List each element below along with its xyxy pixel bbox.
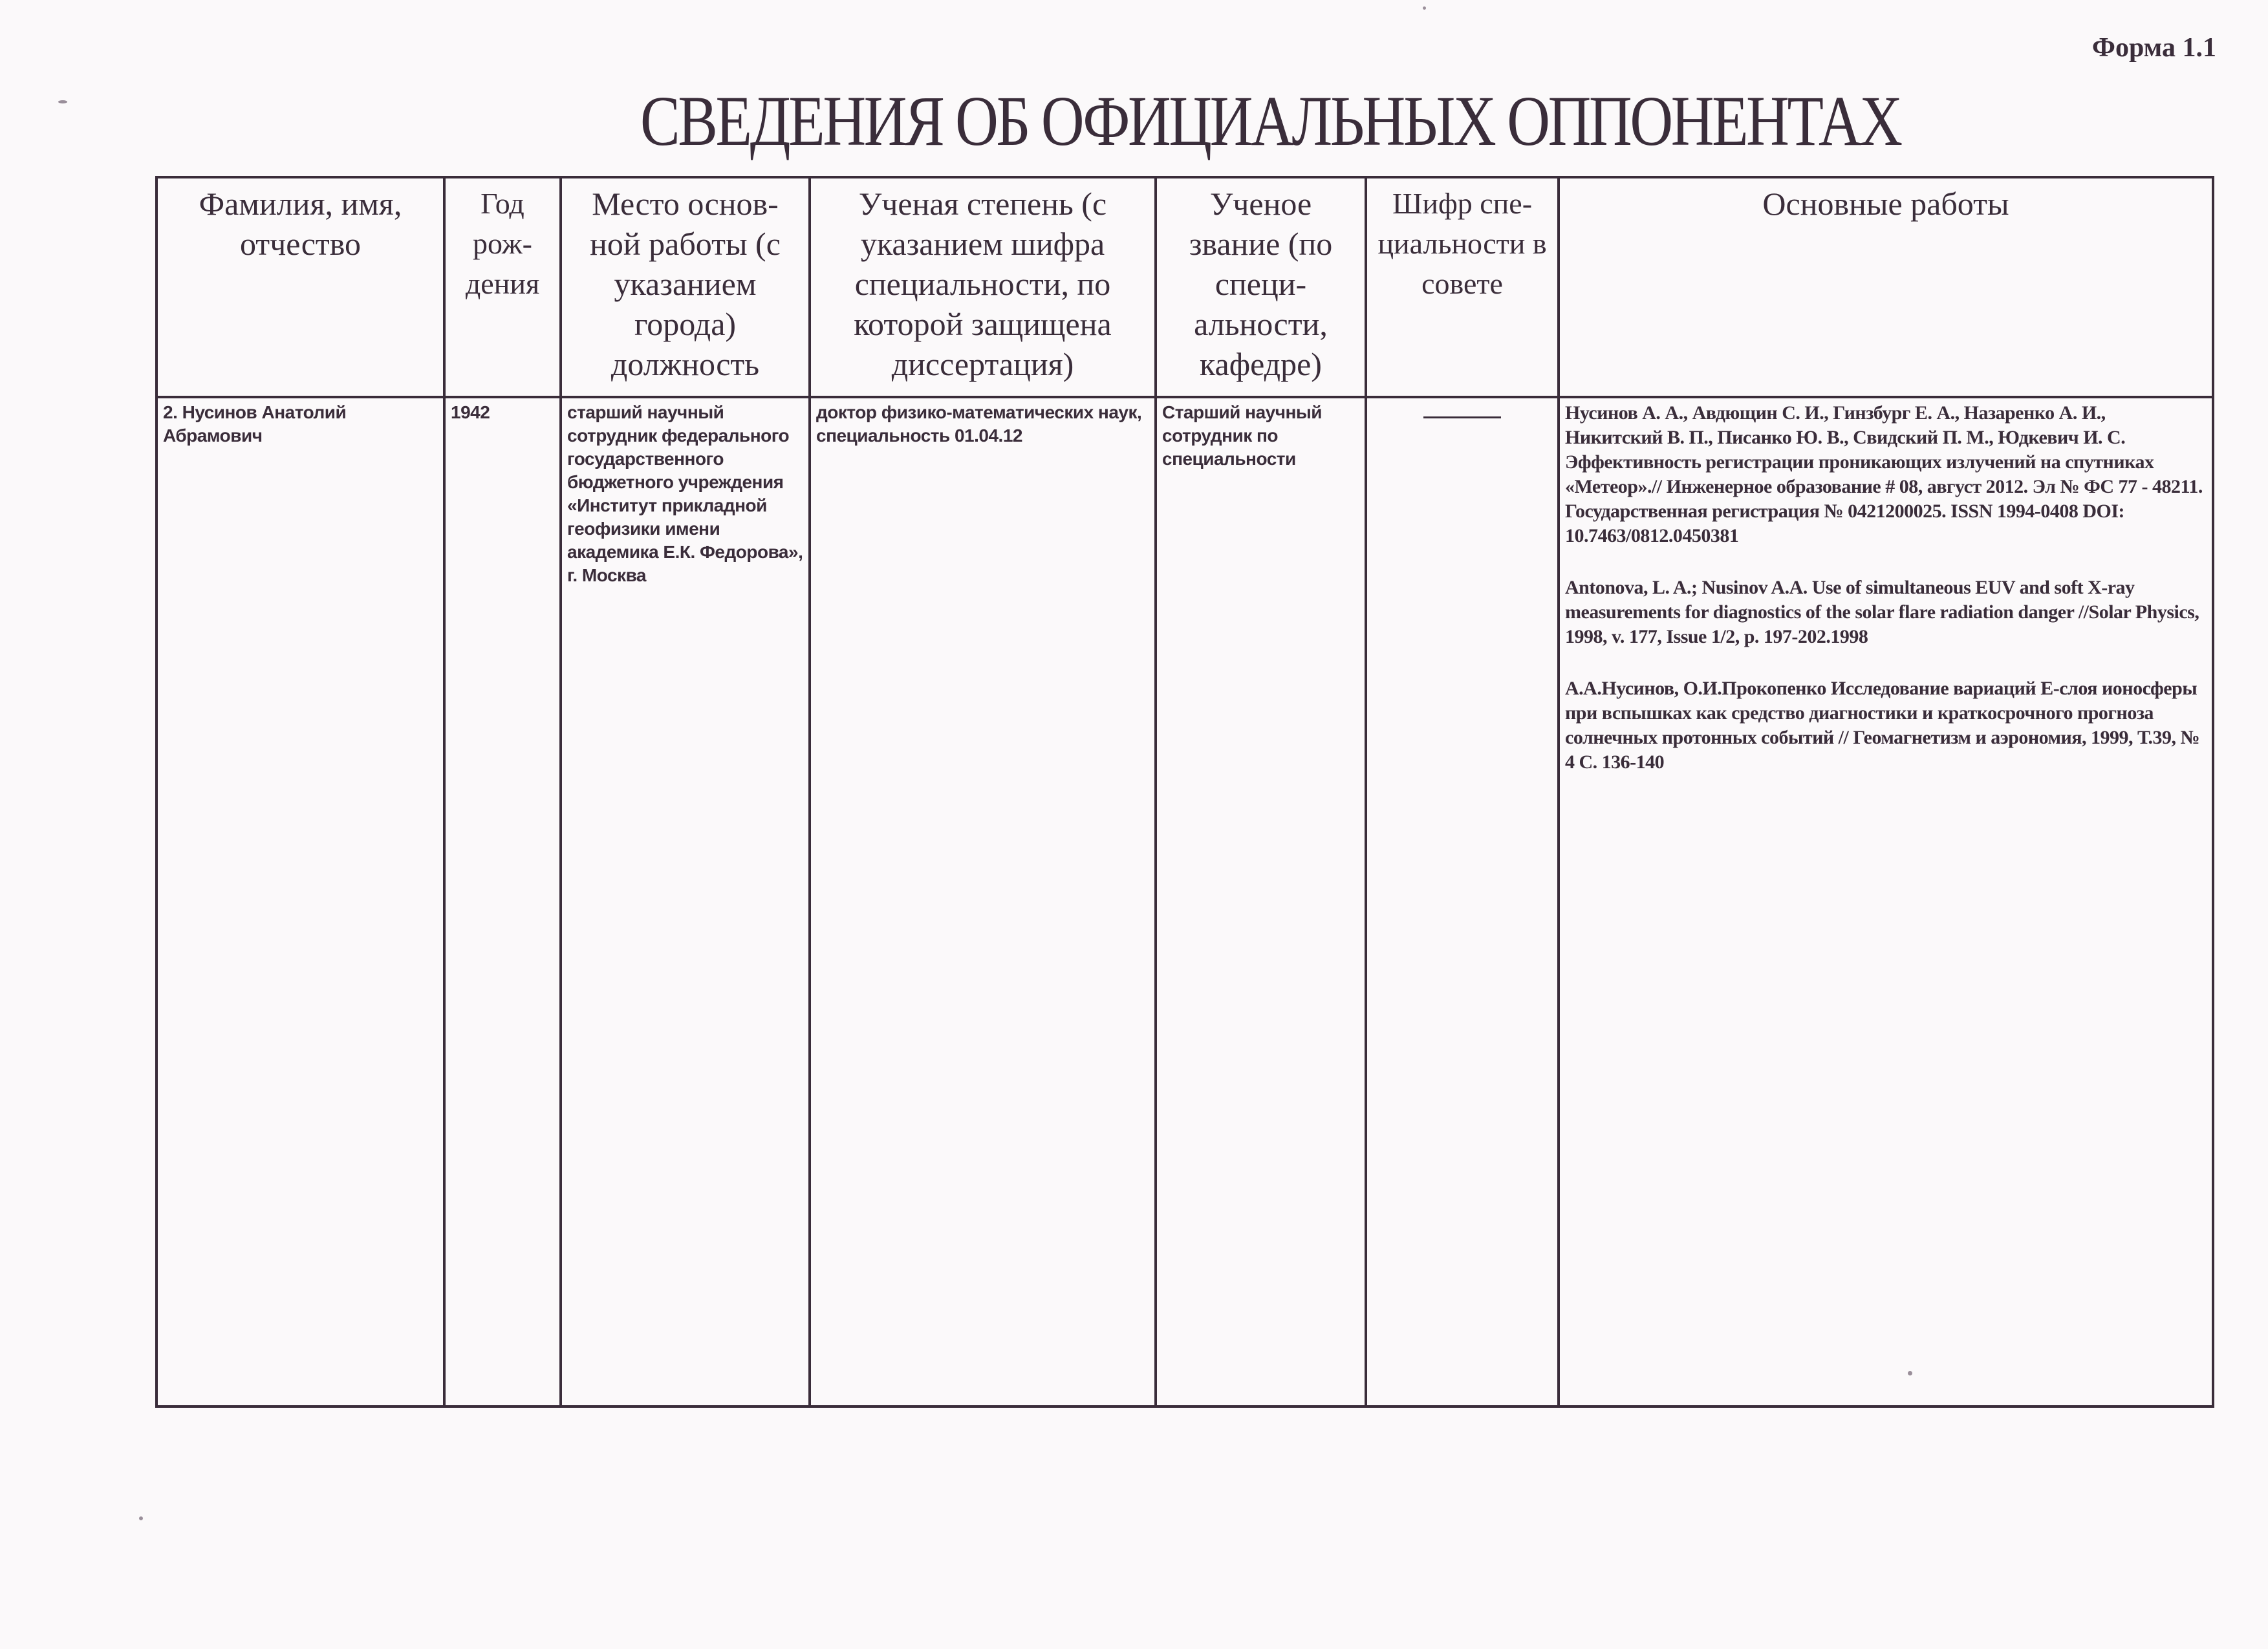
header-specialty-code: Шифр спе-циальности в совете bbox=[1366, 177, 1559, 397]
scan-speck bbox=[1423, 6, 1426, 10]
header-workplace: Место основ-ной работы (с указанием города) должность bbox=[561, 177, 810, 397]
cell-works bbox=[1559, 397, 2213, 1406]
table-header-row bbox=[157, 177, 2213, 397]
header-works: Основные работы bbox=[1559, 177, 2213, 397]
scan-speck bbox=[139, 1516, 143, 1520]
header-name: Фамилия, имя, отчество bbox=[157, 177, 444, 397]
header-degree: Ученая степень (с указанием шифра специальности, по которой защищена диссертация) bbox=[810, 177, 1156, 397]
work-entry: Antonova, L. A.; Nusinov A.A. Use of simultaneous EUV and soft X-ray measurements for diagnostics of the solar flare radiation danger //Solar Physics, 1998, v. 177, Issue 1/2, p. 197-202.1998 bbox=[1565, 577, 2199, 647]
header-birth-year: Год рож-дения bbox=[444, 177, 561, 397]
cell-degree: доктор физико-математических наук, специальность 01.04.12 bbox=[810, 397, 1156, 1406]
dash-line bbox=[1423, 416, 1501, 418]
document-title: СВЕДЕНИЯ ОБ ОФИЦИАЛЬНЫХ ОППОНЕНТАХ bbox=[640, 81, 1901, 160]
work-entry: Нусинов А. А., Авдющин С. И., Гинзбург Е. А., Назаренко А. И., Никитский В. П., Писанко Ю. В., Свидский П. М., Юдкевич И. С. Эффективность регистрации проникающих излучений на спутниках «Метеор».// Инженерное образование # 08, август 2012. Эл № ФС 77 - 48211. Государственная регистрация № 0421200025. ISSN 1994-0408 DOI: 10.7463/0812.0450381 bbox=[1565, 402, 2203, 546]
table-row bbox=[157, 397, 2213, 1406]
opponents-table bbox=[155, 176, 2214, 1408]
scan-speck bbox=[58, 100, 67, 103]
cell-academic-title: Старший научный сотрудник по специальности bbox=[1156, 397, 1366, 1406]
scan-speck bbox=[1908, 1371, 1912, 1375]
work-entry: А.А.Нусинов, О.И.Прокопенко Исследование вариаций Е-слоя ионосферы при вспышках как средство диагностики и краткосрочного прогноза солнечных протонных событий // Геомагнетизм и аэрономия, 1999, Т.39, № 4 С. 136-140 bbox=[1565, 678, 2200, 773]
cell-birth-year: 1942 bbox=[444, 397, 561, 1406]
form-number: Форма 1.1 bbox=[2091, 33, 2216, 63]
cell-specialty-code bbox=[1366, 397, 1559, 1406]
header-academic-title: Ученое звание (по специ-альности, кафедре) bbox=[1156, 177, 1366, 397]
cell-name: 2. Нусинов Анатолий Абрамович bbox=[157, 397, 444, 1406]
cell-workplace: старший научный сотрудник федерального государственного бюджетного учреждения «Институт прикладной геофизики имени академика Е.К. Федорова», г. Москва bbox=[561, 397, 810, 1406]
